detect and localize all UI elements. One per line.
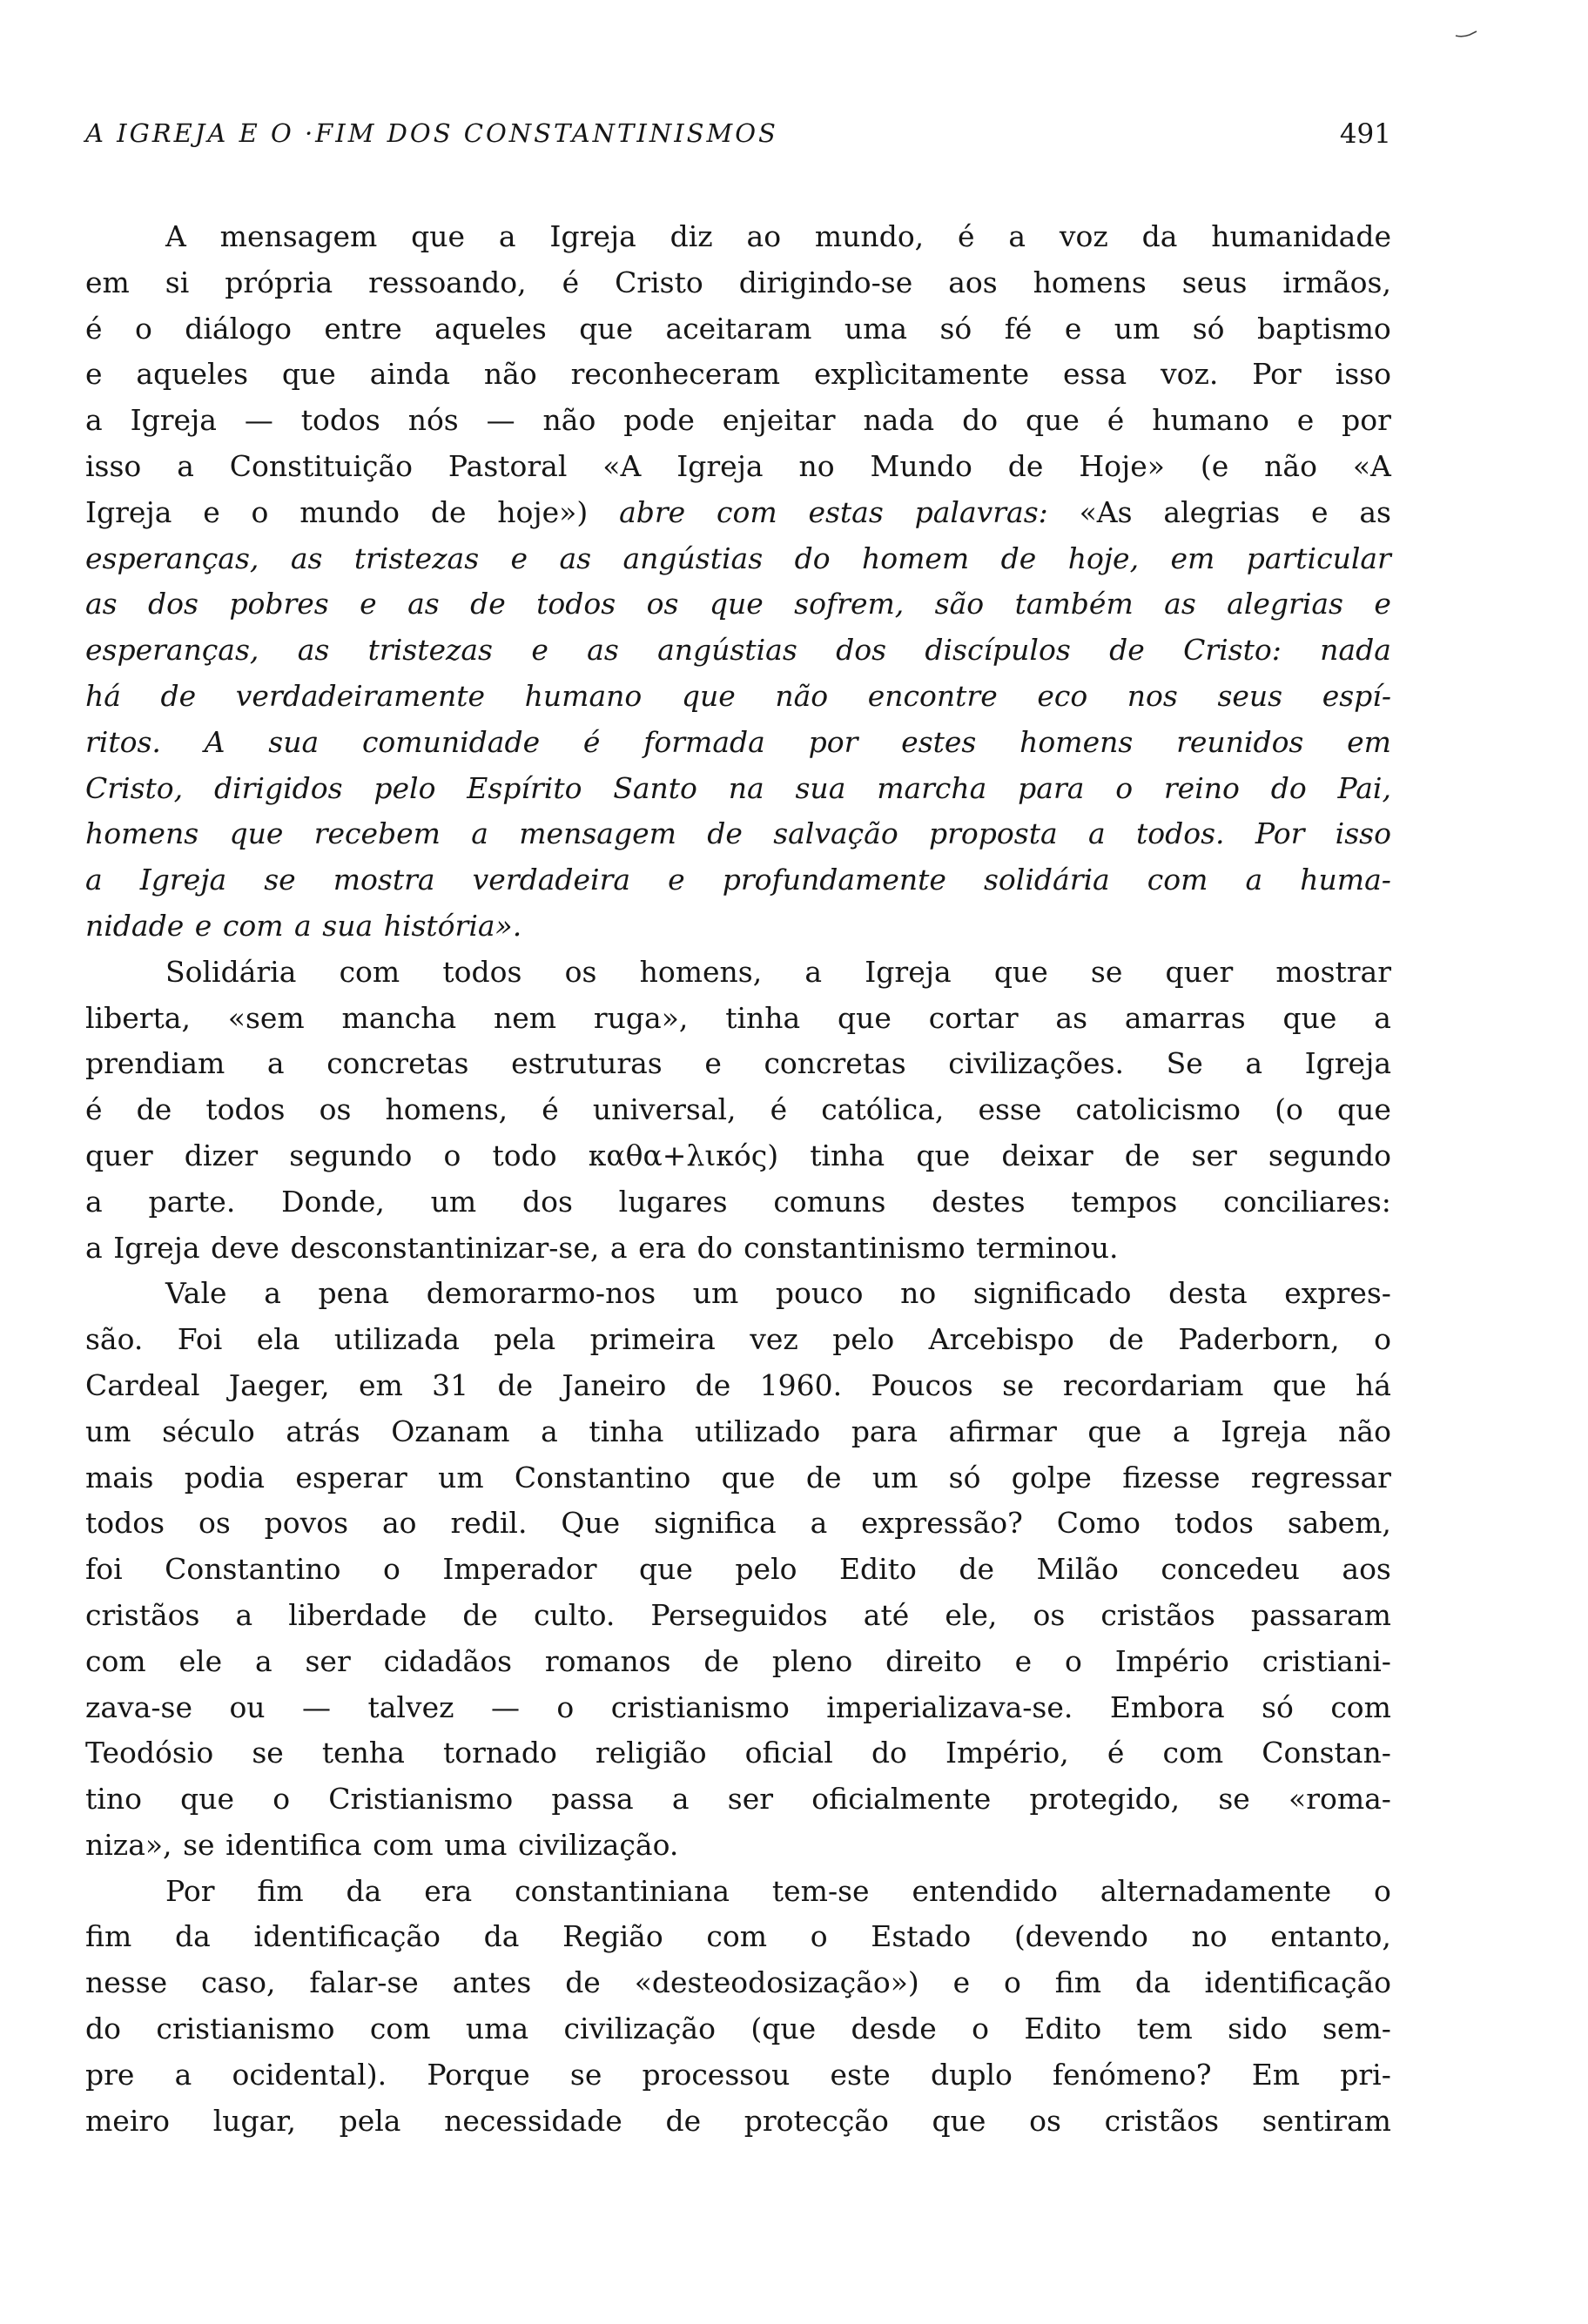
text-line: Cardeal Jaeger, em 31 de Janeiro de 1960. Poucos se recordariam que há [85,1367,1391,1402]
text-line: ritos. A sua comunidade é formada por estes homens reunidos em [85,724,1391,759]
text-line: Vale a pena demorarmo-nos um pouco no significado desta expres- [165,1276,1391,1311]
running-title: A IGREJA E O ·FIM DOS CONSTANTINISMOS [85,118,778,148]
text-line: nesse caso, falar-se antes de «desteodosização») e o fim da identificação [85,1965,1391,2000]
text-line: meiro lugar, pela necessidade de protecção que os cristãos sentiram [85,2103,1391,2138]
text-line: tino que o Cristianismo passa a ser oficialmente protegido, se «roma- [85,1782,1391,1817]
text-line: pre a ocidental). Porque se processou este duplo fenómeno? Em pri- [85,2057,1391,2092]
text-line: as dos pobres e as de todos os que sofrem, são também as alegrias e [85,587,1391,621]
text-line: esperanças, as tristezas e as angústias do homem de hoje, em particular [85,541,1391,575]
text-line: em si própria ressoando, é Cristo dirigindo-se aos homens seus irmãos, [85,265,1391,299]
text-line: Solidária com todos os homens, a Igreja que se quer mostrar [165,954,1391,989]
page-header [85,118,1391,171]
text-line: Por fim da era constantiniana tem-se entendido alternadamente o [165,1873,1391,1908]
text-line: foi Constantino o Imperador que pelo Edito de Milão concedeu aos [85,1552,1391,1587]
text-line: niza», se identifica com uma civilização. [85,1827,679,1862]
page-number: 491 [1339,118,1391,150]
text-line: e aqueles que ainda não reconheceram explìcitamente essa voz. Por isso [85,357,1391,392]
text-line: há de verdadeiramente humano que não encontre eco nos seus espí- [85,678,1391,713]
text-line: mais podia esperar um Constantino que de um só golpe fizesse regressar [85,1460,1391,1494]
text-line: a Igreja — todos nós — não pode enjeitar nada do que é humano e por [85,403,1391,438]
text-line: cristãos a liberdade de culto. Perseguidos até ele, os cristãos passaram [85,1597,1391,1632]
text-line: é de todos os homens, é universal, é católica, esse catolicismo (o que [85,1092,1391,1127]
text-line: um século atrás Ozanam a tinha utilizado para afirmar que a Igreja não [85,1414,1391,1448]
text-line: nidade e com a sua história». [85,908,522,943]
scan-speck-mark [1454,30,1480,38]
text-line: a Igreja se mostra verdadeira e profundamente solidária com a huma- [85,863,1391,897]
text-line: Igreja e o mundo de hoje») abre com estas palavras: «As alegrias e as [85,494,1391,529]
text-line: fim da identificação da Região com o Estado (devendo no entanto, [85,1919,1391,1954]
text-line: a parte. Donde, um dos lugares comuns destes tempos conciliares: [85,1184,1391,1219]
text-line: prendiam a concretas estruturas e concretas civilizações. Se a Igreja [85,1046,1391,1081]
text-line: isso a Constituição Pastoral «A Igreja no Mundo de Hoje» (e não «A [85,448,1391,483]
body-text [85,214,1391,2144]
text-line: do cristianismo com uma civilização (que desde o Edito tem sido sem- [85,2012,1391,2046]
text-line: quer dizer segundo o todo καθα+λικός) tinha que deixar de ser segundo [85,1138,1391,1172]
text-line: a Igreja deve desconstantinizar-se, a era do constantinismo terminou. [85,1230,1119,1265]
text-line: são. Foi ela utilizada pela primeira vez pelo Arcebispo de Paderborn, o [85,1322,1391,1357]
text-line: esperanças, as tristezas e as angústias dos discípulos de Cristo: nada [85,633,1391,668]
text-line: A mensagem que a Igreja diz ao mundo, é a voz da humanidade [165,219,1391,253]
text-line: com ele a ser cidadãos romanos de pleno direito e o Império cristiani- [85,1643,1391,1678]
text-line: Cristo, dirigidos pelo Espírito Santo na sua marcha para o reino do Pai, [85,770,1391,805]
text-line: Teodósio se tenha tornado religião oficial do Império, é com Constan- [85,1736,1391,1770]
text-line: homens que recebem a mensagem de salvação proposta a todos. Por isso [85,816,1391,851]
text-line: todos os povos ao redil. Que significa a expressão? Como todos sabem, [85,1506,1391,1541]
text-line: zava-se ou — talvez — o cristianismo imperializava-se. Embora só com [85,1689,1391,1724]
text-line: liberta, «sem mancha nem ruga», tinha que cortar as amarras que a [85,1000,1391,1035]
text-line: é o diálogo entre aqueles que aceitaram uma só fé e um só baptismo [85,311,1391,346]
